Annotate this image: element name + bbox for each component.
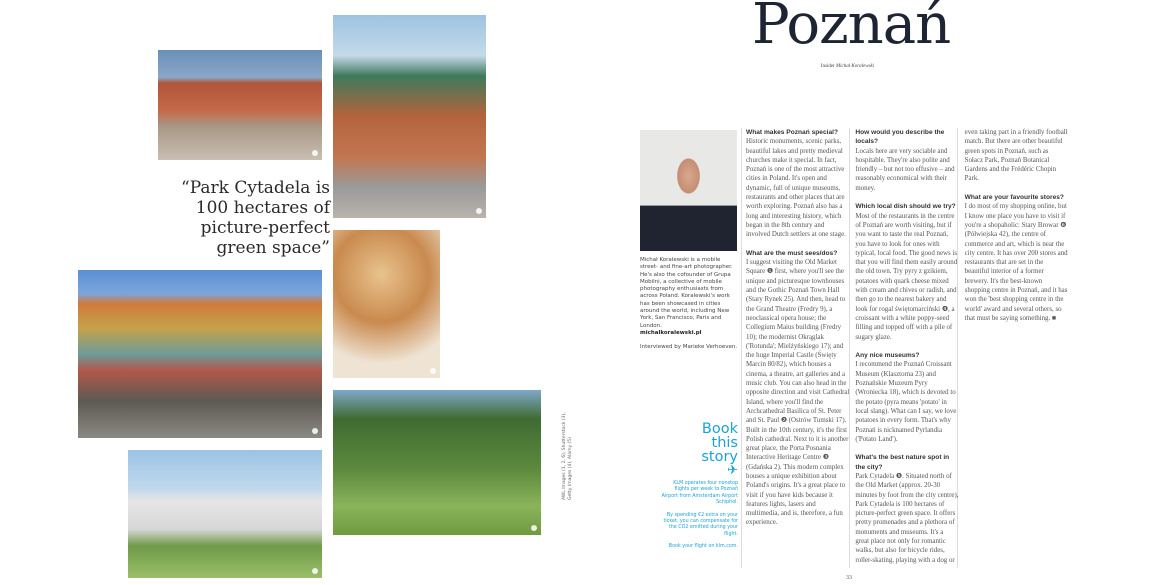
- book-text-3[interactable]: Book your flight on klm.com.: [668, 544, 738, 550]
- interviewed-by: Interviewed by Marieke Verhoeven.: [640, 344, 738, 351]
- bio: [640, 257, 740, 352]
- plane-icon: ✈: [727, 463, 738, 478]
- question: What's the best nature spot in the city?: [855, 454, 950, 471]
- column-rule: [741, 128, 742, 568]
- photo-modern-building: [128, 450, 322, 578]
- byline-name: Michał Koralewski: [835, 64, 875, 69]
- answer: Locals here are very sociable and hospitable. They're also polite and friendly – but not too effusive – and reasonably economical with their money.: [855, 147, 955, 192]
- photo-number-dot: [476, 208, 482, 214]
- photo-old-market-square: [78, 270, 322, 438]
- bio-link[interactable]: michalkoralewski.pl: [640, 329, 702, 336]
- question: Which local dish should we try?: [855, 203, 956, 211]
- byline-prefix: Insider: [820, 64, 835, 69]
- answer: I recommend the Poznań Croissant Museum (Klasztorna 23) and Poznańskie Muzeum Pyry (Wroniecka 18), which is devoted to the potato (pyra means 'potato' in local slang). What can I say, we love potatoes in every form. That's why Poznań is nicknamed Pyrlandia ('Potato Land').: [855, 361, 957, 443]
- book-this-story: [660, 422, 738, 551]
- page-title: Poznań: [752, 0, 951, 57]
- portrait-photo: [640, 130, 737, 251]
- question: How would you describe the locals?: [855, 129, 945, 146]
- book-heading-2: this: [711, 435, 738, 451]
- book-heading-1: Book: [701, 421, 738, 437]
- book-heading-3: story: [701, 449, 738, 465]
- photo-credits: AWL Images (1, 2, 6), Shutterstock (3), Getty Images (4), Alamy (5): [562, 412, 573, 500]
- question: What are the must sees/dos?: [746, 249, 838, 257]
- photo-park-cytadela: [333, 390, 541, 535]
- photo-number-dot: [312, 428, 318, 434]
- photo-pastries: [333, 230, 440, 378]
- answer: I suggest visiting the Old Market Square ❶ first, where you'll see the unique and picturesque townhouses and the Gothic Poznań Town Hall (Stary Rynek 25). And then, head to the Grand Theatre (Fredry 9), a neoclassical opera house; the Collegium Maius building (Fredry 10); the modernist Okrąglak ('Rotunda'; Mielżyńskiego 17); and the huge Imperial Castle (Święty Marcin 80/82), which houses a cinema, a theatre, art galleries and a music club. You can also head in the opposite direction and visit Cathedral Island, where you'll find the Archcathedral Basilica of St. Peter and St. Paul ❷ (Ostrów Tumski 17). Built in the 10th century, it's the first Polish cathedral. Next to it is another great place, the Porta Posnania Interactive Heritage Centre ❸ (Gdańska 2). This modern complex houses a unique exhibition about Poland's origins. It's a great place to visit if you have kids because it features lights, lasers and multimedia, and is, therefore, a fun experience.: [746, 259, 850, 527]
- photo-number-dot: [430, 368, 436, 374]
- page-number: 33: [846, 575, 852, 581]
- question: What makes Poznań special?: [746, 129, 838, 136]
- answer: Historic monuments, scenic parks, beautiful lakes and pretty medieval churches make it special. In fact, Poznań is one of the most attractive cities in Poland. It's open and dynamic, full of unique museums, restaurants and other places that are worth exploring. Poznań also has a long and interesting history, which began in the 8th century and involved Dutch settlers at one stage.: [746, 138, 846, 239]
- photo-building-arcade: [158, 50, 322, 160]
- photo-number-dot: [531, 525, 537, 531]
- photo-number-dot: [312, 568, 318, 574]
- bio-text: Michał Koralewski is a mobile street- and fine-art photographer. He's also the cofounder of Grupa Mobilni, a collective of mobile photography enthusiasts from across Poland. Koralewski's work has been showcased in cities around the world, including New York, San Francisco, Paris and London.: [640, 257, 733, 329]
- answer: Park Cytadela ❺. Situated north of the Old Market (approx. 20-30 minutes by foot from the city centre), Park Cytadela is 100 hectares of picture-perfect green space. It offers pretty promenades and a plethora of monuments and museums. It's a great place not only for romantic walks, but also for bicycle rides, roller-skating, playing with a dog or even taking part in a friendly football match. But there are other beautiful green spots in Poznań, such as Sołacz Park, Poznań Botanical Gardens and the Frédéric Chopin Park.: [855, 129, 1068, 564]
- answer: Most of the restaurants in the centre of Poznań are worth visiting, but if you want to taste the real Poznań, you have to look for ones with typical, local food. The good news is that you will find them easily around the old town. Try pyry z gzikiem, potatoes with quark cheese mixed with cream and chives or radish, and then go to the nearest bakery and look for rogal świętomarciński ❹, a croissant with a white poppy-seed filling and topped off with a pile of sugary glaze.: [855, 212, 958, 341]
- pull-quote: “Park Cytadela is 100 hectares of picture-perfect green space”: [181, 178, 330, 258]
- book-text-2: By spending €2 extra on your ticket, you can compensate for the CO2 emitted during your flight.: [663, 512, 738, 537]
- photo-number-dot: [312, 150, 318, 156]
- photo-cathedral: [333, 15, 486, 218]
- byline: [790, 64, 905, 69]
- question: What are your favourite stores?: [964, 194, 1064, 202]
- book-text-1: KLM operates four nonstop flights per week to Poznań Airport from Amsterdam Airport Schiphol.: [661, 481, 738, 506]
- answer: I do most of my shopping online, but I know one place you have to visit if you're a shopaholic: Stary Browar ❻ (Półwiejska 42), the centre of commerce and art, which is near the city centre. It has over 200 stores and restaurants that are set in the beautiful interior of a former brewery. It's the best-known shopping centre in Poznań, and it has won the 'best shopping centre in the world' award and several others, so that must be saying something. ■: [964, 203, 1068, 322]
- interview-columns: [746, 128, 1068, 573]
- question: Any nice museums?: [855, 352, 920, 360]
